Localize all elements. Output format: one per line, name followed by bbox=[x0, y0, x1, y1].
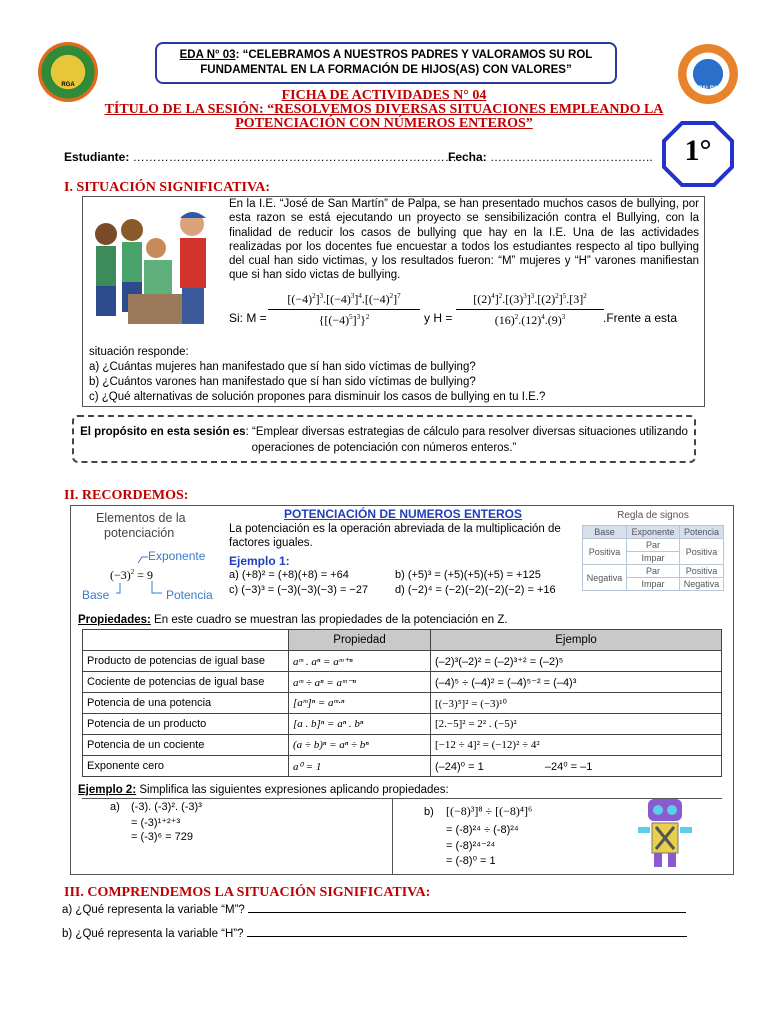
sign-head-base: Base bbox=[583, 526, 627, 539]
prop-formula: aᵐ ÷ aⁿ = aᵐ⁻ⁿ bbox=[289, 672, 431, 693]
table-row bbox=[83, 693, 722, 714]
ficha-title: FICHA DE ACTIVIDADES N° 04 bbox=[281, 88, 487, 103]
sign-exp-impar-2: Impar bbox=[626, 578, 679, 591]
section3-title: III. COMPRENDEMOS LA SITUACIÓN SIGNIFICATIVA: bbox=[64, 885, 431, 900]
section1-title: I. SITUACIÓN SIGNIFICATIVA: bbox=[64, 180, 271, 195]
ex2b-line2: = (-8)²⁴⁻²⁴ bbox=[446, 840, 496, 852]
logo-right-text: PALPA bbox=[698, 86, 718, 92]
purpose-text-2: operaciones de potenciación con números enteros.” bbox=[251, 442, 517, 454]
prop-example: [(−3)⁵]² = (−3)¹⁰ bbox=[431, 693, 722, 714]
grade-label: 1° bbox=[684, 134, 712, 167]
elements-title-2: potenciación bbox=[104, 526, 175, 540]
bullying-illustration bbox=[88, 204, 222, 328]
si-m-label: Si: M = bbox=[229, 311, 267, 325]
ejemplo2-label: Ejemplo 2: bbox=[78, 784, 137, 796]
session-title-2: POTENCIACIÓN CON NÚMEROS ENTEROS” bbox=[235, 116, 533, 131]
logo-left-text: RGA bbox=[61, 82, 75, 88]
definition-text: La potenciación es la operación abreviada de la multiplicación de factores iguales. bbox=[229, 523, 561, 550]
formula-m-numerator: $[(-4)^2]^3.[(-4)^3]^4.[(-4)^2]^7$ bbox=[268, 292, 420, 310]
sign-rules bbox=[582, 510, 724, 591]
power-example: $(-3)^2 = 9$ bbox=[110, 568, 154, 582]
purpose-label: El propósito en esta sesión es bbox=[80, 426, 246, 438]
robot-character bbox=[634, 797, 696, 869]
question-b: b) ¿Cuántos varones han manifestado que sí han sido víctimas de bullying? bbox=[89, 376, 476, 388]
sign-head-exp: Exponente bbox=[626, 526, 679, 539]
properties-table bbox=[82, 629, 722, 777]
props-head-example: Ejemplo bbox=[431, 630, 722, 651]
table-row bbox=[83, 651, 722, 672]
ejemplo1-label: Ejemplo 1: bbox=[229, 554, 290, 568]
prop-name: Potencia de un producto bbox=[83, 714, 289, 735]
question-a: a) ¿Cuántas mujeres han manifestado que sí han sido víctimas de bullying? bbox=[89, 361, 476, 373]
ejemplo2-intro bbox=[78, 784, 449, 796]
sign-rules-table bbox=[582, 525, 724, 591]
prop-example: [−12 ÷ 4]² = (−12)² ÷ 4² bbox=[431, 735, 722, 756]
prop-formula: [aᵐ]ⁿ = aᵐ·ⁿ bbox=[289, 693, 431, 714]
exponente-label: Exponente bbox=[148, 549, 206, 563]
situation-paragraph: En la I.E. “José de San Martín” de Palpa, se han presentado muchos casos de bullying, por esta razon se está ejecutando un proyecto se sensibilización contra el Bullying, con la finalidad de reducir los casos de bullying que hay en la I.E. Una de las actividades realizadas por los docentes fue encuestar a todos los estudiantes respecto al tipo bullying del cual han sido victimas, y los resultados fueron: “M” mujeres y “H” varones manifiestan que si han sido victas de bullying. bbox=[229, 198, 699, 282]
student-line bbox=[64, 150, 457, 164]
ex2b-line3: = (-8)⁰ = 1 bbox=[446, 855, 496, 867]
ex2a-line1: (-3). (-3)². (-3)³ bbox=[131, 801, 202, 813]
sign-exp-impar-1: Impar bbox=[626, 552, 679, 565]
props-head-property: Propiedad bbox=[289, 630, 431, 651]
sign-exp-par-2: Par bbox=[626, 565, 679, 578]
prop-example: (–4)⁵ ÷ (–4)² = (–4)⁵⁻² = (–4)³ bbox=[431, 672, 722, 693]
prop-example: (–2)³(–2)² = (–2)³⁺² = (–2)⁵ bbox=[431, 651, 722, 672]
question-m: a) ¿Qué representa la variable “M”? bbox=[62, 904, 245, 916]
table-row bbox=[83, 756, 722, 777]
ejemplo2-text: Simplifica las siguientes expresiones aplicando propiedades: bbox=[136, 784, 449, 796]
ex2b-label: b) bbox=[424, 806, 434, 818]
sign-pot-pos-1: Positiva bbox=[680, 539, 724, 565]
question-c: c) ¿Qué alternativas de solución propones para disminuir los casos de bullying en tu I.E.? bbox=[89, 391, 546, 403]
prop-formula: (a ÷ b)ⁿ = aⁿ ÷ bⁿ bbox=[289, 735, 431, 756]
properties-intro bbox=[78, 614, 508, 626]
sign-pot-pos-2: Positiva bbox=[680, 565, 724, 578]
student-field[interactable]: ……………………………………………………………………… bbox=[132, 150, 457, 164]
potenciacion-heading: POTENCIACIÓN DE NUMEROS ENTEROS bbox=[284, 507, 523, 521]
answer-m-line[interactable] bbox=[248, 912, 686, 913]
prop-name: Producto de potencias de igual base bbox=[83, 651, 289, 672]
date-line bbox=[448, 150, 653, 164]
example1-a: a) (+8)² = (+8)(+8) = +64 bbox=[229, 569, 349, 581]
prop-formula: aᵐ . aⁿ = aᵐ⁺ⁿ bbox=[289, 651, 431, 672]
sign-base-neg: Negativa bbox=[583, 565, 627, 591]
formula-h bbox=[456, 292, 604, 328]
example1-c: c) (−3)³ = (−3)(−3)(−3) = −27 bbox=[229, 584, 369, 596]
ejemplo2-hline bbox=[82, 798, 722, 799]
eda-box bbox=[155, 42, 617, 84]
elements-title-1: Elementos de la bbox=[96, 511, 186, 525]
prop-name: Exponente cero bbox=[83, 756, 289, 777]
purpose-text-1: : “Emplear diversas estrategias de cálculo para resolver diversas situaciones utilizando bbox=[245, 426, 688, 438]
y-h-label: y H = bbox=[424, 311, 453, 325]
example1-d: d) (−2)⁴ = (−2)(−2)(−2)(−2) = +16 bbox=[395, 584, 556, 596]
sign-head-pot: Potencia bbox=[680, 526, 724, 539]
prop-formula: [a . b]ⁿ = aⁿ . bⁿ bbox=[289, 714, 431, 735]
situacion-responde: situación responde: bbox=[89, 346, 189, 358]
session-title-1: TÍTULO DE LA SESIÓN: “RESOLVEMOS DIVERSAS SITUACIONES EMPLEANDO LA bbox=[104, 102, 664, 117]
prop-name: Cociente de potencias de igual base bbox=[83, 672, 289, 693]
prop-example: (–24)⁰ = 1 –24⁰ = –1 bbox=[431, 756, 722, 777]
ejemplo2-divider bbox=[392, 798, 393, 874]
table-row bbox=[83, 735, 722, 756]
section2-title: II. RECORDEMOS: bbox=[64, 488, 189, 503]
sign-base-pos: Positiva bbox=[583, 539, 627, 565]
potencia-label: Potencia bbox=[166, 588, 213, 602]
properties-text: En este cuadro se muestran las propiedades de la potenciación en Z. bbox=[150, 614, 508, 626]
prop-example: [2.−5]² = 2² . (−5)² bbox=[431, 714, 722, 735]
frente-text: .Frente a esta bbox=[603, 311, 678, 325]
ex2a-label: a) bbox=[110, 801, 120, 813]
ex2a-line3: = (-3)⁶ = 729 bbox=[131, 831, 194, 843]
answer-h-line[interactable] bbox=[247, 936, 687, 937]
table-row bbox=[83, 672, 722, 693]
prop-formula: a⁰ = 1 bbox=[289, 756, 431, 777]
formula-h-numerator: $[(2)^4]^2.[(3)^3]^3.[(2)^2]^5.[3]^2$ bbox=[456, 292, 604, 310]
sign-pot-neg: Negativa bbox=[680, 578, 724, 591]
question-h-row bbox=[62, 928, 687, 940]
props-empty-head bbox=[83, 630, 289, 651]
date-label: Fecha: bbox=[448, 150, 487, 164]
properties-label: Propiedades: bbox=[78, 614, 151, 626]
sign-rules-title: Regla de signos bbox=[617, 510, 689, 521]
eda-text: : “CELEBRAMOS A NUESTROS PADRES Y VALORAMOS SU ROL FUNDAMENTAL EN LA FORMACIÓN DE HIJOS(AS) CON VALORES” bbox=[200, 49, 593, 76]
table-row bbox=[83, 714, 722, 735]
ex2b-line1: = (-8)²⁴ ÷ (-8)²⁴ bbox=[446, 824, 519, 836]
example1-b: b) (+5)³ = (+5)(+5)(+5) = +125 bbox=[395, 569, 541, 581]
prop-name: Potencia de una potencia bbox=[83, 693, 289, 714]
base-label: Base bbox=[82, 588, 110, 602]
ex2a-line2: = (-3)¹⁺²⁺³ bbox=[131, 817, 181, 829]
student-label: Estudiante: bbox=[64, 150, 130, 164]
question-m-row bbox=[62, 904, 686, 916]
purpose-box bbox=[72, 415, 696, 463]
question-h: b) ¿Qué representa la variable “H”? bbox=[62, 928, 244, 940]
formula-m-denominator: $\{[(-4)^5]^3\}^2$ bbox=[318, 313, 370, 327]
formula-h-denominator: $(16)^2.(12)^4.(9)^3$ bbox=[494, 313, 566, 327]
eda-label: EDA N° 03 bbox=[179, 49, 236, 61]
date-field[interactable]: ………………………………….. bbox=[490, 150, 653, 164]
ex2b-first: [(−8)³]⁸ ÷ [(−8)⁴]⁶ bbox=[446, 804, 533, 818]
formula-m bbox=[268, 292, 420, 328]
prop-name: Potencia de un cociente bbox=[83, 735, 289, 756]
sign-exp-par-1: Par bbox=[626, 539, 679, 552]
